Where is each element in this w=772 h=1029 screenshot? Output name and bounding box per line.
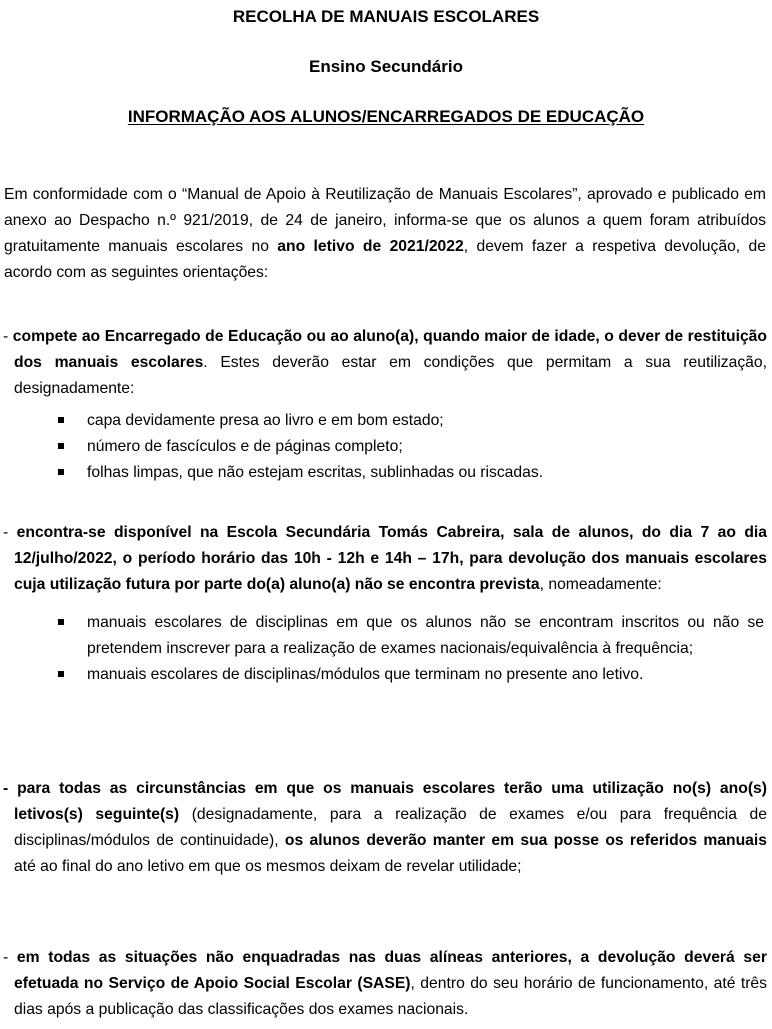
item-dash: - (3, 328, 13, 345)
list-item: número de fascículos e de páginas completo; (58, 434, 758, 460)
list-item: manuais escolares de disciplinas/módulos que terminam no presente ano letivo. (58, 662, 764, 688)
intro-text-2: , devem fazer a respetiva devolução, de acordo com as seguintes orientações: (4, 238, 766, 281)
item3-text-2: até ao final do ano letivo em que os mesmos deixam de revelar utilidade; (14, 858, 522, 875)
intro-paragraph (4, 182, 766, 286)
list-item: manuais escolares de disciplinas em que os alunos não se encontram inscritos ou não se pretendem inscrever para a realização de exames nacionais/equivalência à frequência; (58, 610, 764, 662)
document-heading: INFORMAÇÃO AOS ALUNOS/ENCARREGADOS DE EDUCAÇÃO (127, 107, 645, 126)
item3-text-1: (designadamente, para a realização de exames e/ou para frequência de disciplinas/módulos de continuidade), (14, 806, 767, 849)
guideline-item-1 (3, 324, 767, 402)
guideline-item-2 (3, 520, 767, 598)
list-item: folhas limpas, que não estejam escritas, sublinhadas ou riscadas. (58, 460, 758, 486)
item4-bold-text: em todas as situações não enquadradas nas duas alíneas anteriores, a devolução deverá ser efetuada no Serviço de Apoio Social Escolar (SASE) (14, 949, 767, 992)
item2-bullet-list (58, 610, 764, 688)
intro-text-1: Em conformidade com o “Manual de Apoio à Reutilização de Manuais Escolares”, aprovado e publicado em anexo ao Despacho n.º 921/2019, de 24 de janeiro, informa-se que os alunos a quem foram atribuídos gratuitamente manuais escolares no (4, 186, 766, 255)
item-dash: - (3, 524, 17, 541)
item1-bold-text: compete ao Encarregado de Educação ou ao aluno(a), quando maior de idade, o dever de restituição dos manuais escolares (12, 328, 767, 371)
square-bullet-icon (58, 619, 64, 625)
document-subtitle: Ensino Secundário (309, 57, 463, 76)
item2-text: , nomeadamente: (539, 576, 662, 593)
square-bullet-icon (58, 671, 64, 677)
square-bullet-icon (58, 469, 64, 475)
list-item: capa devidamente presa ao livro e em bom estado; (58, 408, 758, 434)
item3-bold-text-1: - para todas as circunstâncias em que os manuais escolares terão uma utilização no(s) ano(s) letivos(s) seguinte(s) (3, 780, 767, 823)
intro-bold-school-year: ano letivo de 2021/2022 (277, 238, 464, 255)
document-title: RECOLHA DE MANUAIS ESCOLARES (232, 7, 540, 26)
item4-text: , dentro do seu horário de funcionamento, até três dias após a publicação das classificações dos exames nacionais. (14, 975, 767, 1018)
item1-text: . Estes deverão estar em condições que permitam a sua reutilização, designadamente: (14, 354, 767, 397)
guideline-item-3 (3, 776, 767, 880)
item1-bullet-list (58, 408, 758, 486)
guideline-item-4 (3, 945, 767, 1023)
item-dash: - (3, 949, 17, 966)
square-bullet-icon (58, 443, 64, 449)
item2-bold-text: encontra-se disponível na Escola Secundária Tomás Cabreira, sala de alunos, do dia 7 ao dia 12/julho/2022, o período horário das 10h - 12h e 14h – 17h, para devolução dos manuais escolares cuja utilização futura por parte do(a) aluno(a) não se encontra prevista (14, 524, 767, 593)
square-bullet-icon (58, 417, 64, 423)
item3-bold-text-2: os alunos deverão manter em sua posse os referidos manuais (284, 832, 767, 849)
